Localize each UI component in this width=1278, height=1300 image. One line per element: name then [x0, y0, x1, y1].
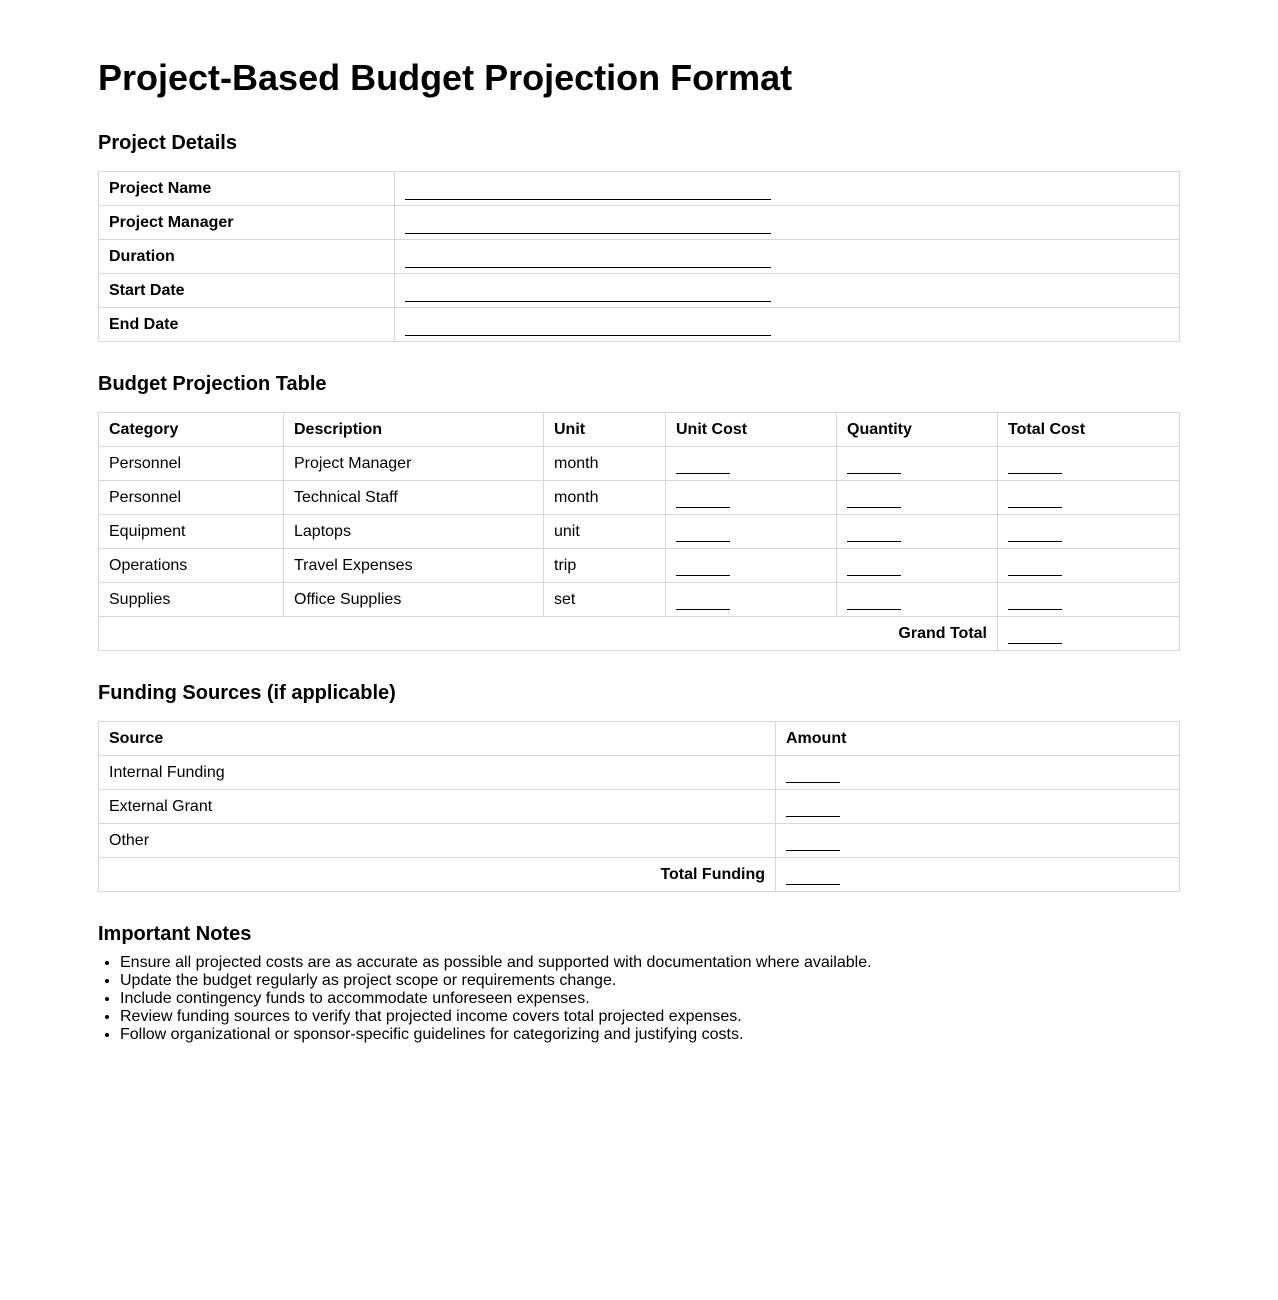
- blank-line: [847, 561, 901, 576]
- table-row: [99, 308, 1180, 342]
- table-row: [99, 481, 1180, 515]
- funding-sources-table: [98, 721, 1180, 892]
- quantity-blank[interactable]: [837, 515, 998, 549]
- unit-cost-blank[interactable]: [666, 447, 837, 481]
- notes-list: [98, 954, 1180, 1044]
- project-details-heading: Project Details: [98, 132, 237, 154]
- amount-blank[interactable]: [776, 756, 1180, 790]
- list-item: • Review funding sources to verify that projected income covers total projected expenses.: [120, 1008, 1180, 1026]
- blank-line: [786, 836, 840, 851]
- description-cell: Technical Staff: [284, 481, 544, 515]
- amount-blank[interactable]: [776, 790, 1180, 824]
- category-cell: Personnel: [99, 481, 284, 515]
- field-blank[interactable]: [395, 240, 1180, 274]
- blank-line: [1008, 561, 1062, 576]
- list-item: • Update the budget regularly as project scope or requirements change.: [120, 972, 1180, 990]
- field-blank[interactable]: [395, 206, 1180, 240]
- total-cost-blank[interactable]: [998, 583, 1180, 617]
- blank-line: [847, 595, 901, 610]
- total-cost-blank[interactable]: [998, 549, 1180, 583]
- source-cell: Other: [99, 824, 776, 858]
- table-row: [99, 790, 1180, 824]
- blank-line: [786, 870, 840, 885]
- table-row: [99, 515, 1180, 549]
- field-blank[interactable]: [395, 172, 1180, 206]
- unit-cell: set: [544, 583, 666, 617]
- blank-line: [676, 527, 730, 542]
- column-header: Amount: [776, 722, 1180, 756]
- total-cost-blank[interactable]: [998, 515, 1180, 549]
- unit-cell: month: [544, 481, 666, 515]
- list-item: • Include contingency funds to accommodate unforeseen expenses.: [120, 990, 1180, 1008]
- blank-line: [1008, 527, 1062, 542]
- source-cell: External Grant: [99, 790, 776, 824]
- column-header: Total Cost: [998, 413, 1180, 447]
- field-blank[interactable]: [395, 274, 1180, 308]
- column-header: Quantity: [837, 413, 998, 447]
- grand-total-label: Grand Total: [99, 617, 998, 651]
- field-label: Duration: [99, 240, 395, 274]
- table-row: [99, 583, 1180, 617]
- blank-line: [1008, 459, 1062, 474]
- quantity-blank[interactable]: [837, 583, 998, 617]
- blank-line: [405, 183, 771, 200]
- blank-line: [676, 493, 730, 508]
- table-row: [99, 206, 1180, 240]
- field-blank[interactable]: [395, 308, 1180, 342]
- blank-line: [1008, 493, 1062, 508]
- total-cost-blank[interactable]: [998, 447, 1180, 481]
- field-label: End Date: [99, 308, 395, 342]
- blank-line: [405, 217, 771, 234]
- description-cell: Laptops: [284, 515, 544, 549]
- budget-table-heading: Budget Projection Table: [98, 373, 327, 395]
- unit-cost-blank[interactable]: [666, 481, 837, 515]
- blank-line: [405, 285, 771, 302]
- quantity-blank[interactable]: [837, 447, 998, 481]
- description-cell: Office Supplies: [284, 583, 544, 617]
- category-cell: Operations: [99, 549, 284, 583]
- field-label: Start Date: [99, 274, 395, 308]
- total-cost-blank[interactable]: [998, 481, 1180, 515]
- project-details-table: [98, 171, 1180, 342]
- column-header: Source: [99, 722, 776, 756]
- page-title: Project-Based Budget Projection Format: [98, 57, 793, 98]
- table-row: [99, 274, 1180, 308]
- total-funding-row: [99, 858, 1180, 892]
- blank-line: [676, 459, 730, 474]
- table-row: [99, 172, 1180, 206]
- description-cell: Project Manager: [284, 447, 544, 481]
- field-label: Project Name: [99, 172, 395, 206]
- column-header: Category: [99, 413, 284, 447]
- unit-cell: month: [544, 447, 666, 481]
- column-header: Unit: [544, 413, 666, 447]
- list-item: • Follow organizational or sponsor-specific guidelines for categorizing and justifying costs.: [120, 1026, 1180, 1044]
- blank-line: [1008, 629, 1062, 644]
- category-cell: Equipment: [99, 515, 284, 549]
- total-funding-blank[interactable]: [776, 858, 1180, 892]
- blank-line: [1008, 595, 1062, 610]
- blank-line: [405, 319, 771, 336]
- blank-line: [676, 561, 730, 576]
- table-row: [99, 824, 1180, 858]
- total-funding-label: Total Funding: [99, 858, 776, 892]
- grand-total-row: [99, 617, 1180, 651]
- blank-line: [676, 595, 730, 610]
- blank-line: [847, 493, 901, 508]
- table-header-row: [99, 722, 1180, 756]
- quantity-blank[interactable]: [837, 481, 998, 515]
- column-header: Unit Cost: [666, 413, 837, 447]
- description-cell: Travel Expenses: [284, 549, 544, 583]
- table-row: [99, 447, 1180, 481]
- unit-cost-blank[interactable]: [666, 549, 837, 583]
- blank-line: [847, 527, 901, 542]
- blank-line: [786, 768, 840, 783]
- amount-blank[interactable]: [776, 824, 1180, 858]
- category-cell: Personnel: [99, 447, 284, 481]
- blank-line: [786, 802, 840, 817]
- blank-line: [847, 459, 901, 474]
- list-item: • Ensure all projected costs are as accurate as possible and supported with documentation where available.: [120, 954, 1180, 972]
- unit-cell: trip: [544, 549, 666, 583]
- blank-line: [405, 251, 771, 268]
- table-header-row: [99, 413, 1180, 447]
- important-notes-heading: Important Notes: [98, 923, 252, 945]
- field-label: Project Manager: [99, 206, 395, 240]
- quantity-blank[interactable]: [837, 549, 998, 583]
- budget-projection-table: [98, 412, 1180, 651]
- category-cell: Supplies: [99, 583, 284, 617]
- table-row: [99, 240, 1180, 274]
- source-cell: Internal Funding: [99, 756, 776, 790]
- table-row: [99, 756, 1180, 790]
- funding-sources-heading: Funding Sources (if applicable): [98, 682, 396, 704]
- unit-cell: unit: [544, 515, 666, 549]
- unit-cost-blank[interactable]: [666, 515, 837, 549]
- table-row: [99, 549, 1180, 583]
- grand-total-blank[interactable]: [998, 617, 1180, 651]
- column-header: Description: [284, 413, 544, 447]
- unit-cost-blank[interactable]: [666, 583, 837, 617]
